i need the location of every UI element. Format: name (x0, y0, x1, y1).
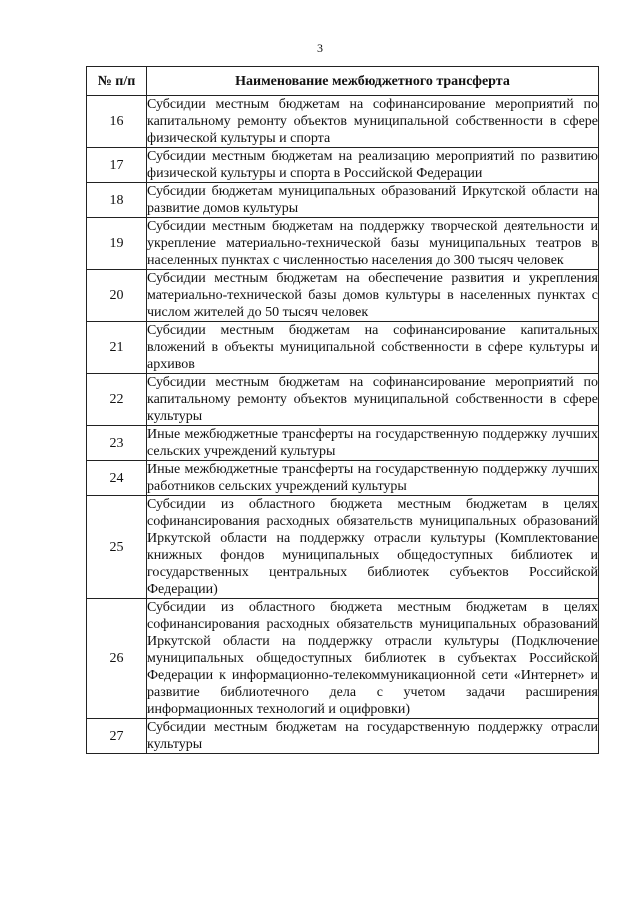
row-number: 25 (87, 496, 147, 599)
table-header-row (87, 67, 599, 96)
table-row (87, 270, 599, 322)
table-row (87, 719, 599, 754)
row-number: 16 (87, 96, 147, 148)
row-number: 21 (87, 322, 147, 374)
table-row (87, 496, 599, 599)
row-name: Иные межбюджетные трансферты на государственную поддержку лучших работников сельских учреждений культуры (147, 462, 598, 494)
row-name: Иные межбюджетные трансферты на государственную поддержку лучших сельских учреждений культуры (147, 427, 598, 459)
table-row (87, 599, 599, 719)
row-name: Субсидии из областного бюджета местным бюджетам в целях софинансирования расходных обязательств муниципальных образований Иркутской области на поддержку отрасли культуры (Комплектование книжных фондов муниципальных общедоступных библиотек и государственных центральных библиотек субъектов Российской Федерации) (147, 497, 598, 597)
row-name: Субсидии бюджетам муниципальных образований Иркутской области на развитие домов культуры (147, 184, 598, 216)
row-name: Субсидии местным бюджетам на поддержку творческой деятельности и укрепление материально-технической базы муниципальных театров в населенных пунктах с численностью населения до 300 тысяч человек (147, 219, 598, 268)
row-name: Субсидии местным бюджетам на софинансирование капитальных вложений в объекты муниципальной собственности в сфере культуры и архивов (147, 323, 598, 372)
row-number: 22 (87, 374, 147, 426)
row-name: Субсидии местным бюджетам на софинансирование мероприятий по капитальному ремонту объектов муниципальной собственности в сфере культуры (147, 375, 598, 424)
table-row (87, 218, 599, 270)
row-name: Субсидии местным бюджетам на обеспечение развития и укрепления материально-технической базы домов культуры в населенных пунктах с числом жителей до 50 тысяч человек (147, 271, 598, 320)
transfers-table (86, 66, 599, 754)
row-number: 27 (87, 719, 147, 754)
row-name: Субсидии местным бюджетам на софинансирование мероприятий по капитальному ремонту объектов муниципальной собственности в сфере физической культуры и спорта (147, 97, 598, 146)
table-row (87, 426, 599, 461)
table-row (87, 148, 599, 183)
page-number: 3 (317, 41, 323, 55)
table-row (87, 96, 599, 148)
table-row (87, 461, 599, 496)
header-name: Наименование межбюджетного трансферта (147, 67, 599, 96)
table-row (87, 183, 599, 218)
row-name: Субсидии из областного бюджета местным бюджетам в целях софинансирования расходных обязательств муниципальных образований Иркутской области на поддержку отрасли культуры (Подключение муниципальных общедоступных библиотек в субъектах Российской Федерации к информационно-телекоммуникационной сети «Интернет» и развитие библиотечного дела с учетом задачи расширения информационных технологий и оцифровки) (147, 600, 598, 717)
header-number: № п/п (87, 67, 147, 96)
row-number: 26 (87, 599, 147, 719)
row-number: 24 (87, 461, 147, 496)
row-name: Субсидии местным бюджетам на реализацию мероприятий по развитию физической культуры и спорта в Российской Федерации (147, 149, 598, 181)
row-number: 18 (87, 183, 147, 218)
table-row (87, 374, 599, 426)
row-number: 19 (87, 218, 147, 270)
row-name: Субсидии местным бюджетам на государственную поддержку отрасли культуры (147, 720, 598, 752)
row-number: 20 (87, 270, 147, 322)
table-row (87, 322, 599, 374)
row-number: 23 (87, 426, 147, 461)
row-number: 17 (87, 148, 147, 183)
